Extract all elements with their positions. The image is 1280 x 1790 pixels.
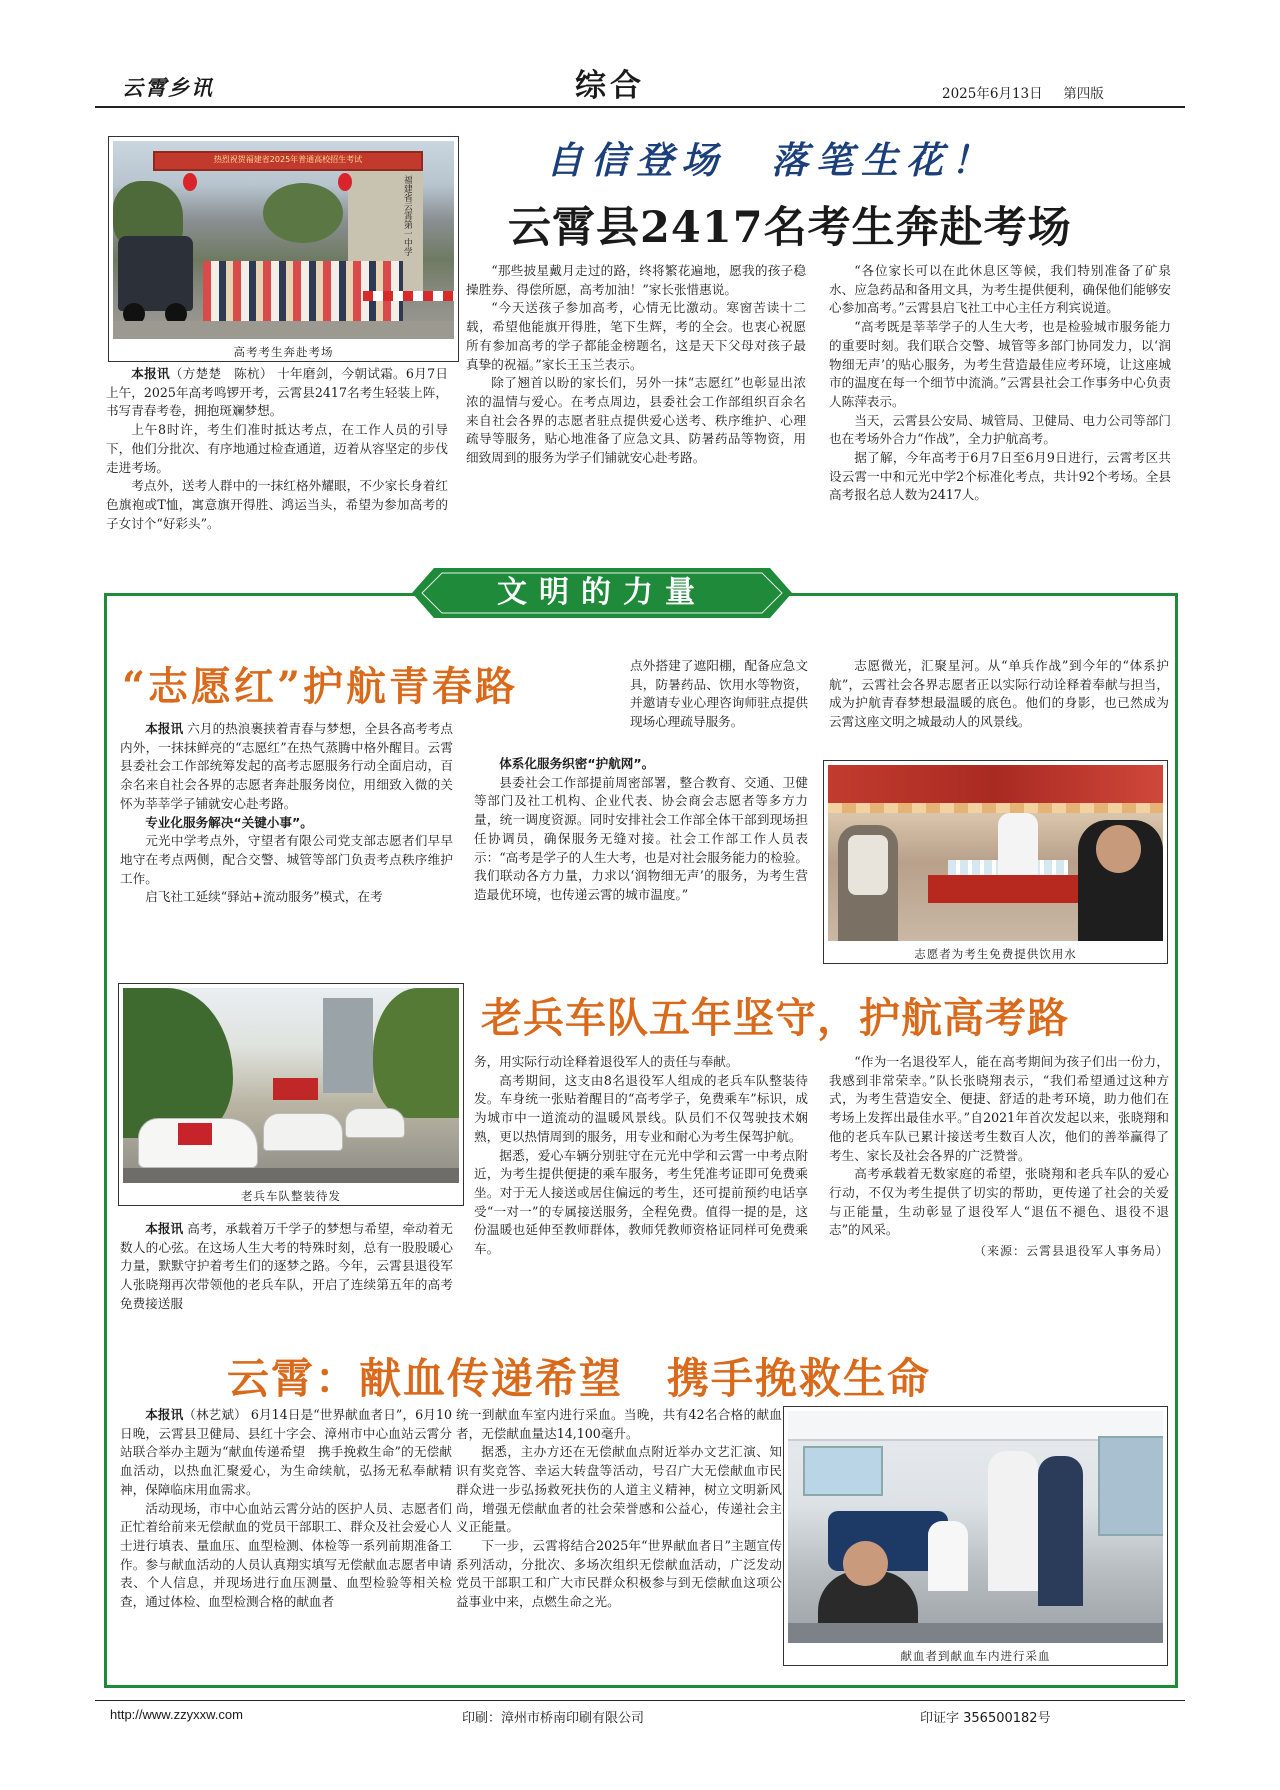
paragraph: 据悉，主办方还在无偿献血点附近举办文艺汇演、知识有奖竞答、幸运大转盘等活动，号召广大无偿献血市民群众进一步弘扬救死扶伤的人道主义精神，树立文明新风尚，增强无偿献血者的社会荣誉感和公益心，传递社会主义正能量。 [456,1444,782,1535]
story4-headline: 云霄：献血传递希望 携手挽救生命 [227,1354,932,1403]
masthead-date [942,82,1104,102]
footer-printer: 印刷：漳州市桥南印刷有限公司 [462,1711,645,1726]
masthead-section: 综合 [575,68,645,104]
exam-photo [108,136,459,362]
paragraph: 考点外，送考人群中的一抹红格外耀眼，不少家长身着红色旗袍或T恤，寓意旗开得胜、鸿运当头，希望为参加高考的子女讨个“好彩头”。 [106,478,448,531]
paragraph: 志愿微光，汇聚星河。从“单兵作战”到今年的“体系护航”，云霄社会各界志愿者正以实际行动诠释着奉献与担当，成为护航青春梦想最温暖的底色。他们的身影，也已然成为云霄这座文明之城最动人的风景线。 [829,658,1169,730]
story2-col1 [120,720,453,907]
paragraph: 六月的热浪裹挟着青春与梦想，全县各高考考点内外，一抹抹鲜亮的“志愿红”在热气蒸腾中格外醒目。云霄县委社会工作部统筹发起的高考志愿服务行动全面启动，百余名来自社会各界的志愿者奔赴服务岗位，用细致入微的关怀为莘莘学子铺就安心赴考路。 [120,721,454,811]
section-banner-title: 文明的力量 [497,575,707,610]
paragraph: 启飞社工延续“驿站+流动服务”模式，在考 [145,889,383,905]
paragraph: 高考，承载着万千学子的梦想与希望，牵动着无数人的心弦。在这场人生大考的特殊时刻，总有一股股暖心力量，默默守护着考生们的逐梦之路。今年，云霄县退役军人张晓翔再次带领他的老兵车队，开启了连续第五年的高考免费接送服 [120,1221,454,1311]
paragraph: 除了翘首以盼的家长们，另外一抹“志愿红”也彰显出浓浓的温情与爱心。在考点周边，县委社会工作部组织百余名来自社会各界的志愿者驻点提供爱心送考、秩序维护、心理疏导等服务，贴心地准备了应急文具、防暑药品等物资，用细致周到的服务为学子们铺就安心赴考路。 [466,375,806,466]
footer-rule [95,1700,1185,1701]
section-banner [412,568,792,618]
story2-headline: “志愿红”护航青春路 [122,663,519,710]
paragraph: 点外搭建了遮阳棚，配备应急文具，防暑药品、饮用水等物资，并邀请专业心理咨询师驻点提供现场心理疏导服务。 [630,658,808,730]
paragraph: 高考承载着无数家庭的希望，张晓翔和老兵车队的爱心行动，不仅为考生提供了切实的帮助，更传递了社会的关爱与正能量，生动彰显了退役军人“退伍不褪色、退役不退志”的风采。 [829,1166,1169,1238]
photo-gate-sign: 福建省云霄第一中学 [402,175,412,256]
footer-url[interactable]: http://www.zzyxxw.com [110,1707,243,1722]
paragraph: 十年磨剑，今朝试霜。6月7日上午，2025年高考鸣锣开考，云霄县2417名考生轻装上阵，书写青春考卷，拥抱斑斓梦想。 [106,366,449,419]
volunteer-photo-caption: 志愿者为考生免费提供饮用水 [914,947,1077,961]
masthead-paper-name: 云霄乡讯 [122,75,214,100]
story1-col1 [106,365,448,533]
story2-col3 [829,657,1169,732]
paragraph: 务，用实际行动诠释着退役军人的责任与奉献。 [474,1054,739,1069]
paragraph: 活动现场，市中心血站云霄分站的医护人员、志愿者们正忙着给前来无偿献血的党员干部职工、群众及社会爱心人士进行填表、量血压、血型检测、体检等一系列前期准备工作。参与献血活动的人员认真翔实填写无偿献血志愿者申请表、个人信息，并现场进行血压测量、血型检验等相关检查，通过体检、血型检测合格的献血者 [120,1500,452,1610]
story4-col1 [120,1406,452,1612]
subheading: 专业化服务解决“关键小事”。 [145,814,313,830]
veteran-photo [118,983,464,1206]
date-text: 2025年6月13日 [942,86,1043,102]
lead-label: 本报讯 [145,1221,184,1236]
paragraph: 下一步，云霄将结合2025年“世界献血者日”主题宣传系列活动，分批次、多场次组织无偿献血活动，广泛发动党员干部职工和广大市民群众积极参与到无偿献血这项公益事业中来，点燃生命之光。 [456,1537,782,1610]
paragraph: 当天，云霄县公安局、城管局、卫健局、电力公司等部门也在考场外合力“作战”，全力护航高考。 [829,412,1171,447]
exam-photo-caption: 高考考生奔赴考场 [233,345,334,359]
author: （林艺斌） [183,1407,247,1422]
story2-col2-top [630,657,808,732]
photo-banner: 热烈祝贺福建省2025年普通高校招生考试 [213,155,363,164]
paragraph: “作为一名退役军人，能在高考期间为孩子们出一份力，我感到非常荣幸。”队长张晓翔表示，“我们希望通过这种方式，为考生营造安全、便捷、舒适的赴考环境，助力他们在考场上发挥出最佳水平。”自2021年首次发起以来，张晓翔和他的老兵车队已累计接送考生数百人次，他们的善举赢得了考生、家长及社会各界的广泛赞誉。 [829,1054,1169,1163]
story4-col2 [456,1406,782,1612]
blood-donation-caption: 献血者到献血车内进行采血 [900,1649,1051,1663]
source-note: （来源：云霄县退役军人事务局） [973,1244,1169,1259]
story2-col2 [474,755,808,905]
volunteer-photo [823,760,1168,964]
paragraph: 6月14日是“世界献血者日”，6月10日晚，云霄县卫健局、县红十字会、漳州市中心血站云霄分站联合举办主题为“献血传递希望 携手挽救生命”的无偿献血活动，以热血汇聚爱心，为生命续航，弘扬无私奉献精神，保障临床用血需求。 [120,1407,452,1497]
paragraph: 据了解，今年高考于6月7日至6月9日进行，云霄考区共设云霄一中和元光中学2个标准化考点，共计92个考场。全县高考报名总人数为2417人。 [829,450,1171,503]
paragraph: 元光中学考点外，守望者有限公司党支部志愿者们早早地守在考点两侧，配合交警、城管等部门负责考点秩序维护工作。 [120,833,453,886]
veteran-photo-caption: 老兵车队整装待发 [241,1189,341,1203]
story1-col3 [829,262,1171,505]
subheading: 体系化服务织密“护航网”。 [499,756,655,771]
story1-col2 [466,262,806,468]
lead-label: 本报讯 [145,1407,184,1422]
paragraph: 高考期间，这支由8名退役军人组成的老兵车队整装待发。车身统一张贴着醒目的“高考学子，免费乘车”标识，成为城市中一道流动的温暖风景线。队员们不仅驾驶技术娴熟，更以热情周到的服务，用专业和耐心为考生保驾护航。 [474,1072,808,1144]
paragraph: “高考既是莘莘学子的人生大考，也是检验城市服务能力的重要时刻。我们联合交警、城管等多部门协同发力，以‘润物细无声’的贴心服务，为考生营造最佳应考环境，让这座城市的温度在每一个细节中流淌。”云霄县社会工作事务中心负责人陈萍表示。 [829,319,1171,409]
story3-col3 [829,1053,1169,1261]
paragraph: “今天送孩子参加高考，心情无比激动。寒窗苦读十二载，希望他能旗开得胜，笔下生辉，考的全会。也衷心祝愿所有参加高考的学子都能金榜题名，这是天下父母对孩子最真挚的祝福。”家长王玉兰表示。 [466,300,806,372]
edition-text: 第四版 [1063,86,1104,102]
paragraph: 统一到献血车室内进行采血。当晚，共有42名合格的献血者，无偿献血量达14,100毫升。 [456,1407,782,1441]
story1-kicker: 自信登场 落笔生花！ [546,139,996,182]
story3-col2 [474,1053,808,1259]
masthead-rule [95,106,1185,108]
lead-label: 本报讯 [131,366,170,381]
blood-donation-photo [783,1406,1168,1666]
story3-headline: 老兵车队五年坚守，护航高考路 [481,994,1069,1042]
paragraph: “那些披星戴月走过的路，终将繁花遍地，愿我的孩子稳操胜券、得偿所愿，高考加油！”家长张惜惠说。 [466,263,806,297]
story3-col1 [120,1220,453,1314]
footer-permit: 印证字 356500182号 [920,1711,1051,1726]
paragraph: 上午8时许，考生们准时抵达考点，在工作人员的引导下，他们分批次、有序地通过检查通道，迈着从容坚定的步伐走进考场。 [106,422,448,475]
paragraph: 据悉，爱心车辆分别驻守在元光中学和云霄一中考点附近，为考生提供便捷的乘车服务，考生凭准考证即可免费乘坐。对于无人接送或居住偏远的考生，还可提前预约电话享受“一对一”的专属接送服务，全程免费。值得一提的是，这份温暖也延伸至教师群体，教师凭教师资格证同样可免费乘车。 [474,1147,808,1257]
paragraph: “各位家长可以在此休息区等候，我们特别准备了矿泉水、应急药品和备用文具，为考生提供便利，确保他们能够安心参加高考。”云霄县启飞社工中心主任方利宾说道。 [829,263,1171,316]
paragraph: 县委社会工作部提前周密部署，整合教育、交通、卫健等部门及社工机构、企业代表、协会商会志愿者等多方力量，统一调度资源。同时安排社会工作部全体干部到现场担任协调员，确保服务无缝对接。社会工作部工作人员表示：“高考是学子的人生大考，也是对社会服务能力的检验。我们联动各方力量，力求以‘润物细无声’的服务，为考生营造最优环境，也传递云霄的城市温度。” [474,774,808,902]
story1-headline: 云霄县2417名考生奔赴考场 [508,203,1072,253]
author: （方楚楚 陈杭） [169,366,273,381]
lead-label: 本报讯 [145,721,184,736]
